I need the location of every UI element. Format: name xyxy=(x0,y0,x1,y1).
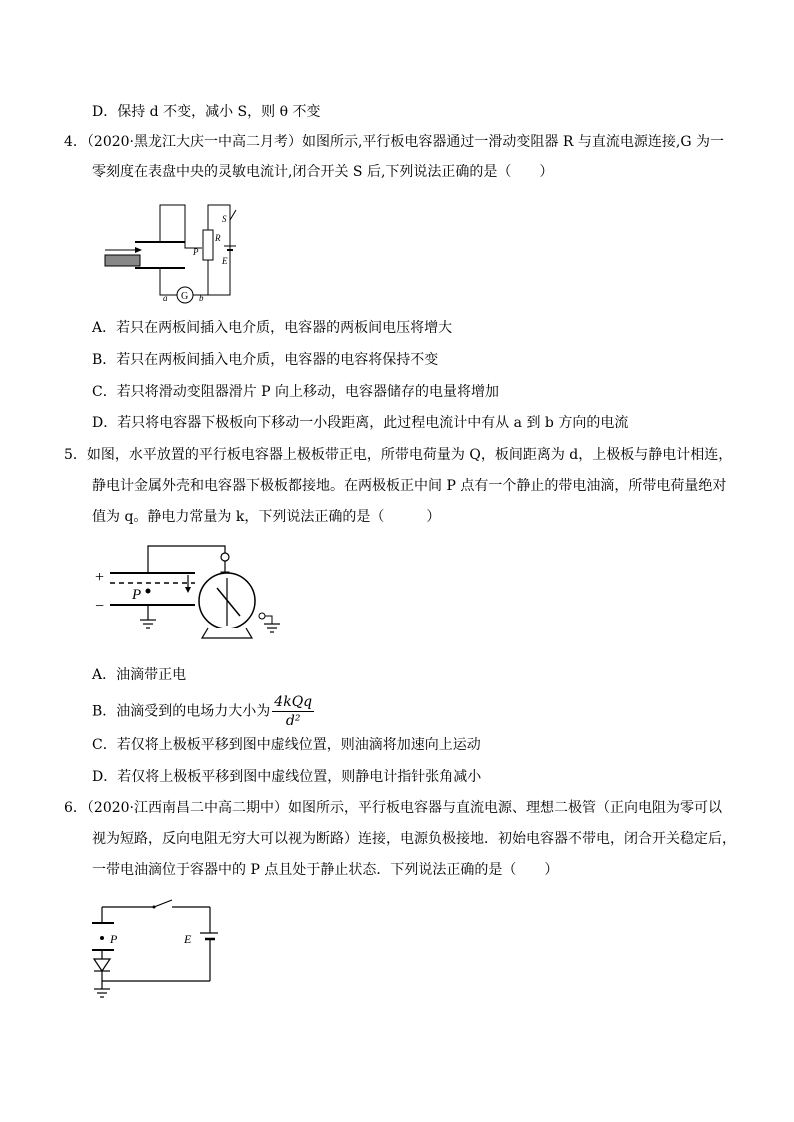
q5-fraction-numerator: 4kQq xyxy=(274,694,313,710)
q5-option-d: D．若仅将上极板平移到图中虚线位置，则静电计指针张角减小 xyxy=(92,769,482,785)
q4-label-b: b xyxy=(199,293,204,303)
q4-option-a: A．若只在两板间插入电介质，电容器的两板间电压将增大 xyxy=(92,320,453,336)
q5-option-b xyxy=(92,693,314,730)
q5-option-c: C．若仅将上极板平移到图中虚线位置，则油滴将加速向上运动 xyxy=(92,737,481,753)
q3-option-d: D．保持 d 不变，减小 S，则 θ 不变 xyxy=(92,104,321,120)
q5-option-a: A．油滴带正电 xyxy=(92,667,187,683)
q6-stem-line2: 视为短路，反向电阻无穷大可以视为断路）连接，电源负极接地．初始电容器不带电，闭合开关稳定后， xyxy=(92,831,736,847)
q4-label-G: G xyxy=(181,291,189,302)
q5-option-b-fraction xyxy=(272,693,314,730)
q6-stem-line1: 6．（2020·江西南昌二中高二期中）如图所示，平行板电容器与直流电源、理想二极管（正向电阻为零可以 xyxy=(64,800,722,816)
q4-option-c: C．若只将滑动变阻器滑片 P 向上移动，电容器储存的电量将增加 xyxy=(92,384,500,400)
q5-label-minus: − xyxy=(95,598,105,615)
q4-label-a: a xyxy=(163,293,168,303)
q6-label-E: E xyxy=(184,932,192,946)
q4-rheostat xyxy=(203,230,213,260)
q5-label-plus: + xyxy=(95,569,105,586)
q4-stem-line1: 4．（2020·黑龙江大庆一中高二月考）如图所示,平行板电容器通过一滑动变阻器 R 与直流电源连接,G 为一 xyxy=(64,134,724,150)
q4-label-E: E xyxy=(222,256,228,266)
q5-electroscope-figure xyxy=(90,538,285,643)
q6-stem-line3: 一带电油滴位于容器中的 P 点且处于静止状态．下列说法正确的是（ ） xyxy=(92,862,559,878)
q4-label-R: R xyxy=(215,233,221,243)
q5-fraction-denominator: d² xyxy=(285,713,301,729)
q5-down-arrow-icon xyxy=(185,587,191,593)
q4-switch xyxy=(230,210,236,220)
q6-diode-icon xyxy=(94,959,110,971)
q5-oil-drop xyxy=(146,589,151,594)
q4-option-d: D．若只将电容器下极板向下移动一小段距离，此过程电流计中有从 a 到 b 方向的电流 xyxy=(92,415,629,431)
q4-stem-line2: 零刻度在表盘中央的灵敏电流计,闭合开关 S 后,下列说法正确的是（ ） xyxy=(92,164,554,180)
q4-dielectric-slab xyxy=(105,255,140,266)
q5-stem-line1: 5．如图，水平放置的平行板电容器上极板带正电，所带电荷量为 Q，板间距离为 d，上极板与静电计相连， xyxy=(64,447,733,463)
q4-arrow-icon xyxy=(135,247,142,253)
q4-circuit-figure xyxy=(100,200,250,305)
q5-label-P: P xyxy=(132,587,142,603)
q4-label-P: P xyxy=(193,247,199,257)
q6-circuit-figure xyxy=(88,895,218,1003)
q4-label-S: S xyxy=(222,214,227,224)
q5-stem-line3: 值为 q。静电力常量为 k，下列说法正确的是（ ） xyxy=(92,509,441,525)
q6-oil-drop xyxy=(100,936,104,940)
q5-stem-line2: 静电计金属外壳和电容器下极板都接地。在两极板正中间 P 点有一个静止的带电油滴，所带电荷量绝对 xyxy=(92,478,727,494)
q5-electroscope-knob xyxy=(221,553,229,561)
q6-label-P: P xyxy=(110,932,118,946)
q4-option-b: B．若只在两板间插入电介质，电容器的电容将保持不变 xyxy=(92,352,439,368)
q6-switch xyxy=(154,900,172,907)
q5-option-b-text: B．油滴受到的电场力大小为 xyxy=(92,703,271,720)
